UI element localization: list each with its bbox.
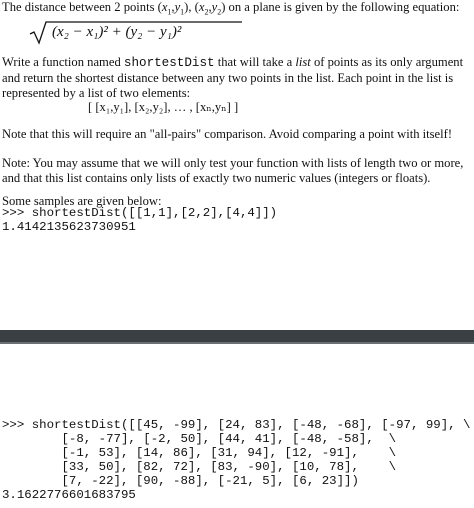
point2-y-sub: 2 xyxy=(217,7,222,17)
point2-x-sub: 2 xyxy=(204,7,209,17)
point2-x: x xyxy=(198,0,205,14)
task-paragraph xyxy=(2,55,470,101)
sample1-result: 1.4142135623730951 xyxy=(2,220,136,234)
emphasis-list: list xyxy=(295,55,311,69)
distance-equation xyxy=(28,20,248,46)
point1-x: x xyxy=(161,0,168,14)
intro-text: The distance between 2 points ( xyxy=(2,0,162,14)
function-name: shortestDist xyxy=(123,56,215,70)
intro-line xyxy=(2,0,470,20)
sample2-line: [7, -22], [90, -88], [-21, 5], [6, 23]]) xyxy=(2,474,359,488)
task-text: Write a function named xyxy=(2,55,124,69)
equation-formula: (x₂ − x₁)² + (y₂ − y₁)² xyxy=(52,24,182,40)
note-assumptions: Note: You may assume that we will only test your function with lists of length two or more, and that this list contains only lists of exactly two numeric values (integers or floats). xyxy=(2,156,464,185)
samples-intro: Some samples are given below: xyxy=(2,194,162,208)
intro-separator: ), ( xyxy=(184,0,199,14)
point1-y: ,y xyxy=(171,0,181,14)
sample2-line: [-8, -77], [-2, 50], [44, 41], [-48, -58], \ xyxy=(2,432,397,446)
task-text-middle: that will take a xyxy=(214,55,296,69)
sample2-line: [-1, 53], [14, 86], [31, 94], [12, -91], \ xyxy=(2,446,397,460)
intro-text-end: ) on a plane is given by the following equation: xyxy=(221,0,460,14)
sample2-result: 3.1622776601683795 xyxy=(2,488,136,502)
sample1-call: >>> shortestDist([[1,1],[2,2],[4,4]]) xyxy=(2,206,278,220)
point1-y-sub: 1 xyxy=(180,7,185,17)
note-all-pairs: Note that this will require an "all-pairs" comparison. Avoid comparing a point with itself! xyxy=(2,127,453,141)
task-text-end: of points as its only argument and return the shortest distance between any two points in the list. Each point in the list is represented by a list of two elements: xyxy=(2,55,464,100)
point1-x-sub: 1 xyxy=(167,7,172,17)
sample2-line: [33, 50], [82, 72], [83, -90], [10, 78], \ xyxy=(2,460,397,474)
sample2-line: >>> shortestDist([[45, -99], [24, 83], [-48, -68], [-97, 99], \ xyxy=(2,418,471,432)
divider-band-edge xyxy=(0,342,474,344)
point-list-format: [ [x₁,y₁], [x₂,y₂], … , [xₙ,yₙ] ] xyxy=(88,100,239,114)
point2-y: ,y xyxy=(208,0,218,14)
divider-band xyxy=(0,330,474,342)
